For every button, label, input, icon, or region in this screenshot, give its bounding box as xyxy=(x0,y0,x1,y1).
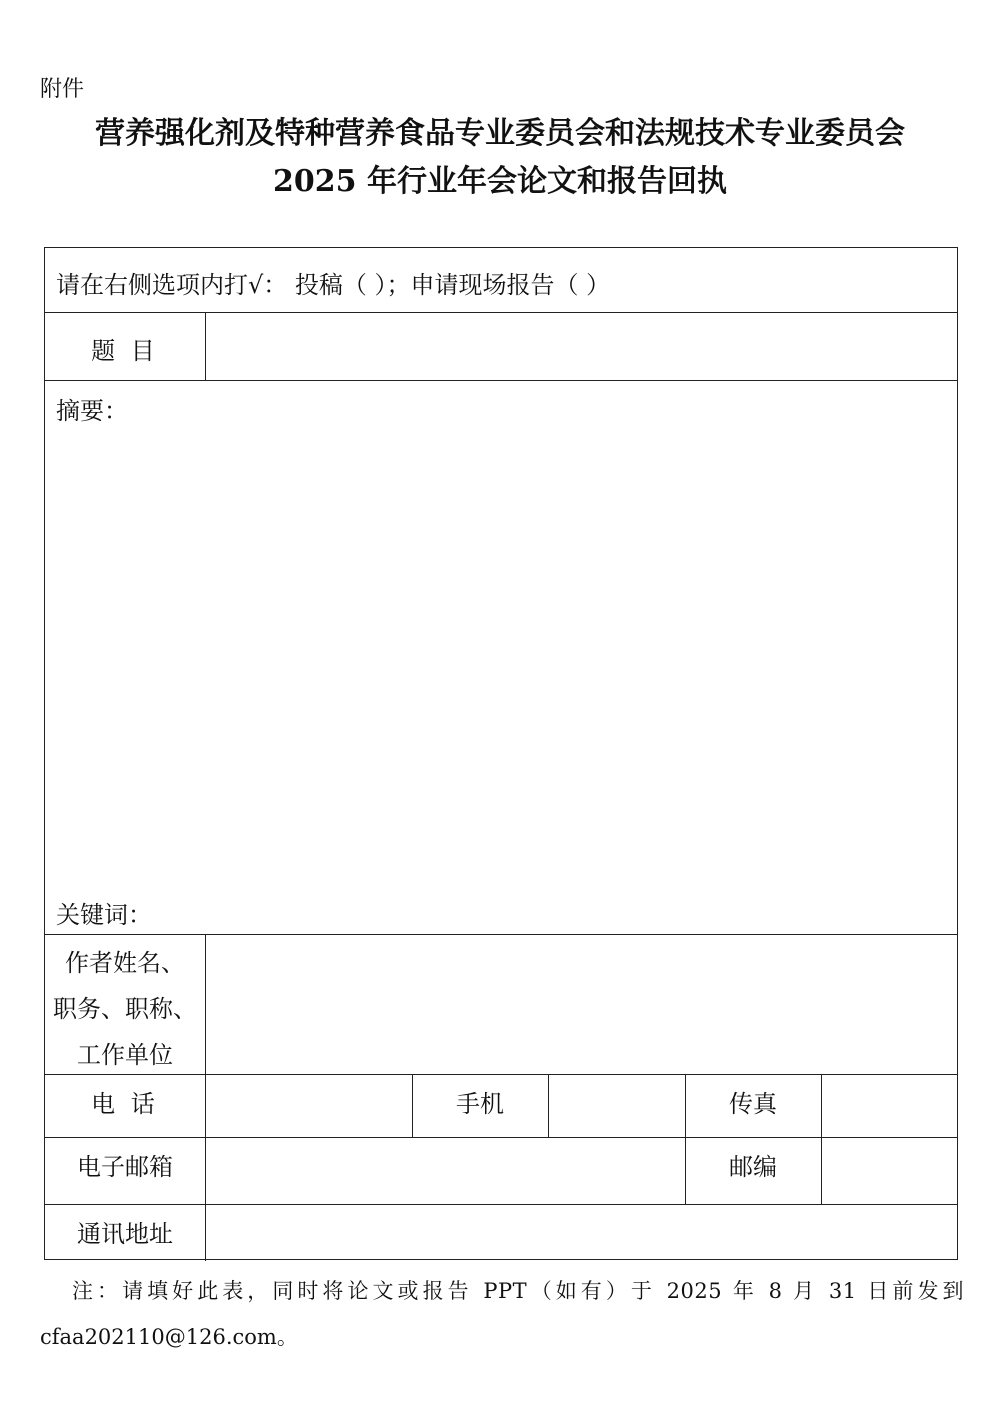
submission-email[interactable]: cfaa202110@126.com。 xyxy=(40,1325,298,1349)
abstract-field[interactable] xyxy=(56,428,946,868)
author-label-line1: 作者姓名、 xyxy=(65,949,185,977)
response-form-table xyxy=(44,247,958,1260)
attachment-label: 附件 xyxy=(40,77,85,102)
author-label-line2: 职务、职称、 xyxy=(53,995,197,1023)
submission-option-row[interactable]: 请在右侧选项内打√： 投稿（ ）；申请现场报告（ ） xyxy=(56,271,611,299)
row-divider xyxy=(45,934,957,935)
form-title-line2: 2025 年行业年会论文和报告回执 xyxy=(273,164,727,199)
author-label-line3: 工作单位 xyxy=(77,1041,173,1069)
row-divider xyxy=(45,1204,957,1205)
fax-label: 传真 xyxy=(729,1090,777,1118)
column-divider xyxy=(821,1074,822,1204)
abstract-label: 摘要： xyxy=(56,397,128,425)
column-divider xyxy=(205,312,206,380)
row-divider xyxy=(45,380,957,381)
email-label: 电子邮箱 xyxy=(77,1153,173,1181)
address-label: 通讯地址 xyxy=(77,1220,173,1248)
phone-label: 电 话 xyxy=(91,1090,159,1118)
column-divider xyxy=(548,1074,549,1137)
postcode-label: 邮编 xyxy=(729,1153,777,1181)
column-divider xyxy=(205,934,206,1261)
mobile-label: 手机 xyxy=(456,1090,504,1118)
form-title-line1: 营养强化剂及特种营养食品专业委员会和法规技术专业委员会 xyxy=(95,116,905,151)
submission-note: 注：请填好此表，同时将论文或报告 PPT（如有）于 2025 年 8 月 31 日前发到 xyxy=(72,1279,964,1303)
keywords-label: 关键词： xyxy=(56,901,152,929)
row-divider xyxy=(45,312,957,313)
topic-label: 题 目 xyxy=(91,337,159,365)
